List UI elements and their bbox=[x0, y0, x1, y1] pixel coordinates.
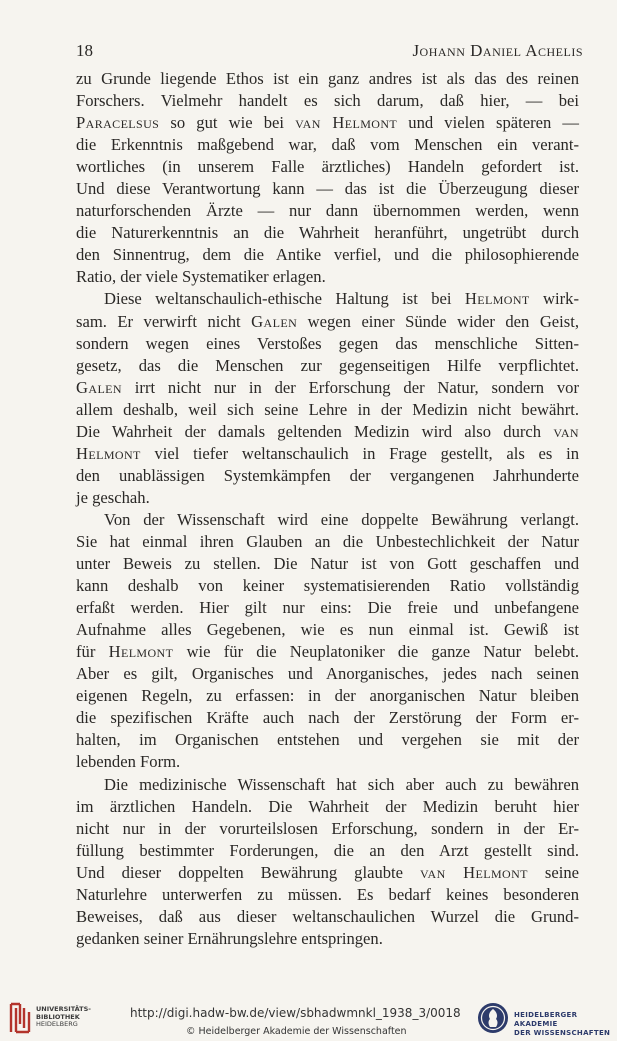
body-text bbox=[76, 68, 579, 950]
text-line: die Naturerkenntnis an die Wahrheit heranführt, ungetrübt durch bbox=[76, 223, 579, 243]
text-line: sam. Er verwirft nicht Galen wegen einer Sünde wider den Geist, bbox=[76, 311, 579, 331]
paragraph-4 bbox=[76, 774, 579, 950]
text-line: gedanken seiner Ernährungslehre entspringen. bbox=[76, 928, 383, 948]
text-line: halten, im Organischen entstehen und vergehen sie mit der bbox=[76, 730, 579, 750]
text-line: lebenden Form. bbox=[76, 752, 181, 772]
text-line: füllung bestimmter Forderungen, die an den Arzt gestellt sind. bbox=[76, 840, 579, 860]
text-line: allem deshalb, weil sich seine Lehre in der Medizin nicht bewährt. bbox=[76, 399, 579, 419]
source-url-link[interactable]: http://digi.hadw-bw.de/view/sbhadwmnkl_1938_3/0018 bbox=[130, 1006, 461, 1020]
text-line: kann deshalb von keiner systematisierenden Ratio vollständig bbox=[76, 576, 579, 596]
text-line: Paracelsus so gut wie bei van Helmont und vielen späteren — bbox=[76, 113, 579, 133]
text-line: die Erkenntnis maßgebend war, daß vom Menschen ein verant- bbox=[76, 135, 579, 155]
university-library-name: UNIVERSITÄTS- BIBLIOTHEK HEIDELBERG bbox=[36, 1005, 91, 1028]
text-line: Beweises, daß aus dieser weltanschaulichen Wurzel die Grund- bbox=[76, 906, 579, 926]
paragraph-1 bbox=[76, 68, 579, 288]
text-line: die spezifischen Kräfte auch nach der Zerstörung der Form er- bbox=[76, 708, 579, 728]
text-line: Die medizinische Wissenschaft hat sich aber auch zu bewähren bbox=[104, 774, 579, 794]
text-line: den unablässigen Systemkämpfen der vergangenen Jahrhunderte bbox=[76, 465, 579, 485]
text-line: zu Grunde liegende Ethos ist ein ganz andres ist als das des reinen bbox=[76, 69, 579, 88]
academy-seal-icon bbox=[477, 1002, 509, 1034]
page-number: 18 bbox=[76, 41, 93, 60]
text-line: Und diese Verantwortung kann — das ist die Überzeugung dieser bbox=[76, 179, 579, 199]
text-line: je geschah. bbox=[76, 487, 150, 507]
text-line: Und dieser doppelten Bewährung glaubte van Helmont seine bbox=[76, 862, 579, 882]
text-line: Von der Wissenschaft wird eine doppelte Bewährung verlangt. bbox=[104, 509, 579, 529]
text-line: für Helmont wie für die Neuplatoniker die ganze Natur belebt. bbox=[76, 642, 580, 662]
text-line: wortliches (in unserem Falle ärztliches) Handeln gefordert ist. bbox=[76, 157, 579, 177]
text-line: naturforschenden Ärzte — nur dann übernommen werden, wenn bbox=[76, 201, 579, 221]
text-line: den Sinnentrug, dem die Antike verfiel, und die philosophierende bbox=[76, 245, 579, 265]
text-line: Sie hat einmal ihren Glauben an die Unbestechlichkeit der Natur bbox=[76, 531, 579, 551]
text-line: unter Beweis zu stellen. Die Natur ist von Gott geschaffen und bbox=[76, 554, 579, 574]
university-library-logo-icon bbox=[8, 1002, 32, 1034]
text-line: nicht nur in der vorurteilslosen Erforschung, sondern in der Er- bbox=[76, 818, 579, 838]
academy-name: HEIDELBERGER AKADEMIE DER WISSENSCHAFTEN bbox=[514, 1011, 611, 1037]
text-line: gesetz, das die Menschen zur gegenseitigen Hilfe verpflichtet. bbox=[76, 355, 579, 375]
text-line: Diese weltanschaulich-ethische Haltung ist bei Helmont wirk- bbox=[104, 289, 579, 309]
text-line: Aber es gilt, Organisches und Anorganisches, jedes nach seinen bbox=[76, 664, 579, 684]
text-line: im ärztlichen Handeln. Die Wahrheit der Medizin beruht hier bbox=[76, 796, 579, 816]
text-line: erfaßt werden. Hier gilt nur eins: Die freie und unbefangene bbox=[76, 598, 579, 618]
text-line: sondern wegen eines Verstoßes gegen das menschliche Sitten- bbox=[76, 333, 579, 353]
text-line: Ratio, der viele Systematiker erlagen. bbox=[76, 267, 326, 287]
text-line: Helmont viel tiefer weltanschaulich in Frage gestellt, als es in bbox=[76, 443, 579, 463]
paragraph-2 bbox=[76, 288, 579, 508]
copyright-notice: © Heidelberger Akademie der Wissenschaften bbox=[186, 1026, 407, 1037]
text-line: Galen irrt nicht nur in der Erforschung der Natur, sondern vor bbox=[76, 377, 579, 397]
running-head: Johann Daniel Achelis bbox=[412, 41, 583, 60]
text-line: Naturlehre unterwerfen zu müssen. Es bedarf keines besonderen bbox=[76, 884, 579, 904]
paragraph-3 bbox=[76, 509, 579, 774]
footer-bar bbox=[0, 1000, 617, 1041]
text-line: Aufnahme alles Gegebenen, wie es nun einmal ist. Gewiß ist bbox=[76, 620, 579, 640]
text-line: Die Wahrheit der damals geltenden Medizin wird also durch van bbox=[76, 421, 579, 441]
text-line: Forschers. Vielmehr handelt es sich darum, daß hier, — bei bbox=[76, 91, 579, 111]
page-header bbox=[76, 41, 583, 63]
text-line: eigenen Regeln, zu erfassen: in der anorganischen Natur bleiben bbox=[76, 686, 579, 706]
